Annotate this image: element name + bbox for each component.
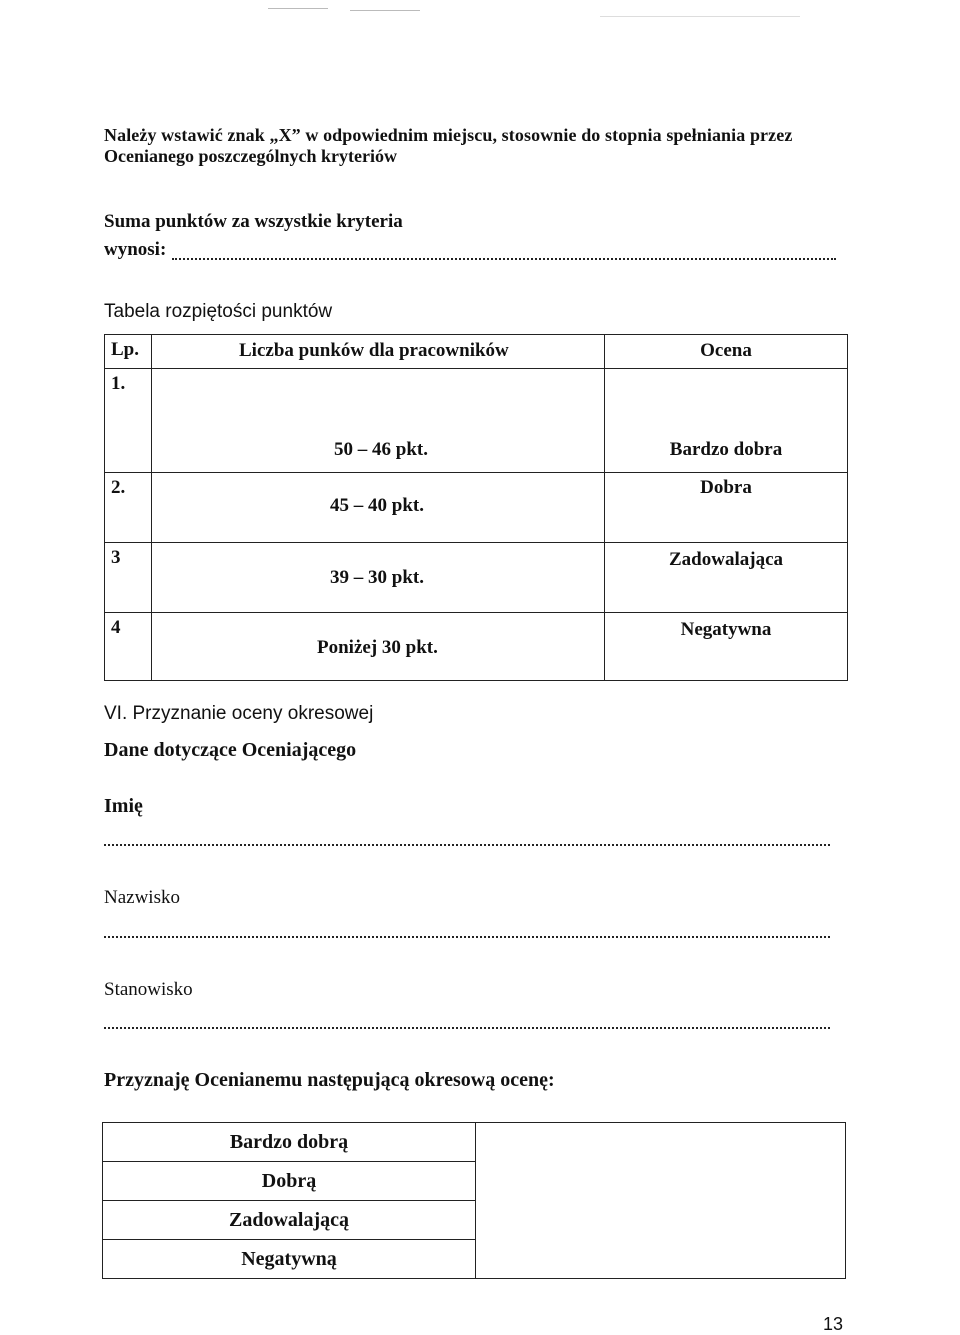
row-grade-label: Bardzo dobra (669, 439, 783, 460)
row-lp: 4 (105, 613, 152, 681)
row-points[interactable] (152, 369, 605, 473)
scan-artifact (350, 10, 420, 11)
row-lp: 1. (105, 369, 152, 473)
table-title: Tabela rozpiętości punktów (104, 301, 333, 322)
table-row (105, 613, 848, 681)
row-grade-label: Dobra (700, 477, 752, 498)
row-grade-label: Negatywna (680, 619, 772, 640)
scan-artifact (268, 8, 328, 9)
sum-value-field[interactable] (172, 258, 836, 260)
row-grade[interactable] (605, 369, 848, 473)
header-lp: Lp. (105, 335, 152, 369)
last-name-field[interactable] (104, 936, 830, 938)
grade-selection-table (102, 1122, 846, 1279)
sum-label: Suma punktów za wszystkie kryteria (104, 211, 403, 232)
table-row (105, 369, 848, 473)
grant-statement: Przyznaję Ocenianemu następującą okresową ocenę: (104, 1069, 555, 1091)
position-field[interactable] (104, 1027, 830, 1029)
header-grade-label: Ocena (700, 340, 752, 361)
sum-value-label: wynosi: (104, 239, 167, 260)
last-name-label: Nazwisko (104, 887, 180, 908)
section-title: VI. Przyznanie oceny okresowej (104, 703, 374, 724)
header-grade (605, 335, 848, 369)
row-points-label: 45 – 40 pkt. (330, 495, 424, 516)
header-points (152, 335, 605, 369)
page-number: 13 (823, 1314, 844, 1334)
row-grade[interactable] (605, 473, 848, 543)
header-points-label: Liczba punków dla pracowników (239, 340, 509, 361)
grade-option-label: Bardzo dobrą (103, 1123, 476, 1162)
row-grade[interactable] (605, 543, 848, 613)
instruction-line-2: Ocenianego poszczególnych kryteriów (104, 146, 397, 166)
row-lp: 3 (105, 543, 152, 613)
position-label: Stanowisko (104, 979, 193, 1000)
evaluator-heading: Dane dotyczące Oceniającego (104, 739, 357, 761)
row-points[interactable] (152, 473, 605, 543)
first-name-field[interactable] (104, 844, 830, 846)
row-grade[interactable] (605, 613, 848, 681)
row-points[interactable] (152, 543, 605, 613)
row-points-label: 39 – 30 pkt. (330, 567, 424, 588)
row-points-label: 50 – 46 pkt. (334, 439, 428, 460)
grade-option-label: Dobrą (103, 1162, 476, 1201)
row-points[interactable] (152, 613, 605, 681)
grade-option-label: Negatywną (103, 1240, 476, 1279)
first-name-label: Imię (104, 795, 143, 817)
scan-artifact (600, 16, 800, 17)
grade-selection-cell[interactable] (476, 1123, 846, 1279)
instruction-line-1: Należy wstawić znak „X” w odpowiednim miejscu, stosownie do stopnia spełniania przez (104, 125, 793, 145)
score-range-table (104, 334, 848, 681)
row-grade-label: Zadowalająca (669, 549, 783, 570)
row-lp: 2. (105, 473, 152, 543)
table-row (105, 473, 848, 543)
grade-option-label: Zadowalającą (103, 1201, 476, 1240)
table-row (105, 543, 848, 613)
row-points-label: Poniżej 30 pkt. (317, 637, 438, 658)
